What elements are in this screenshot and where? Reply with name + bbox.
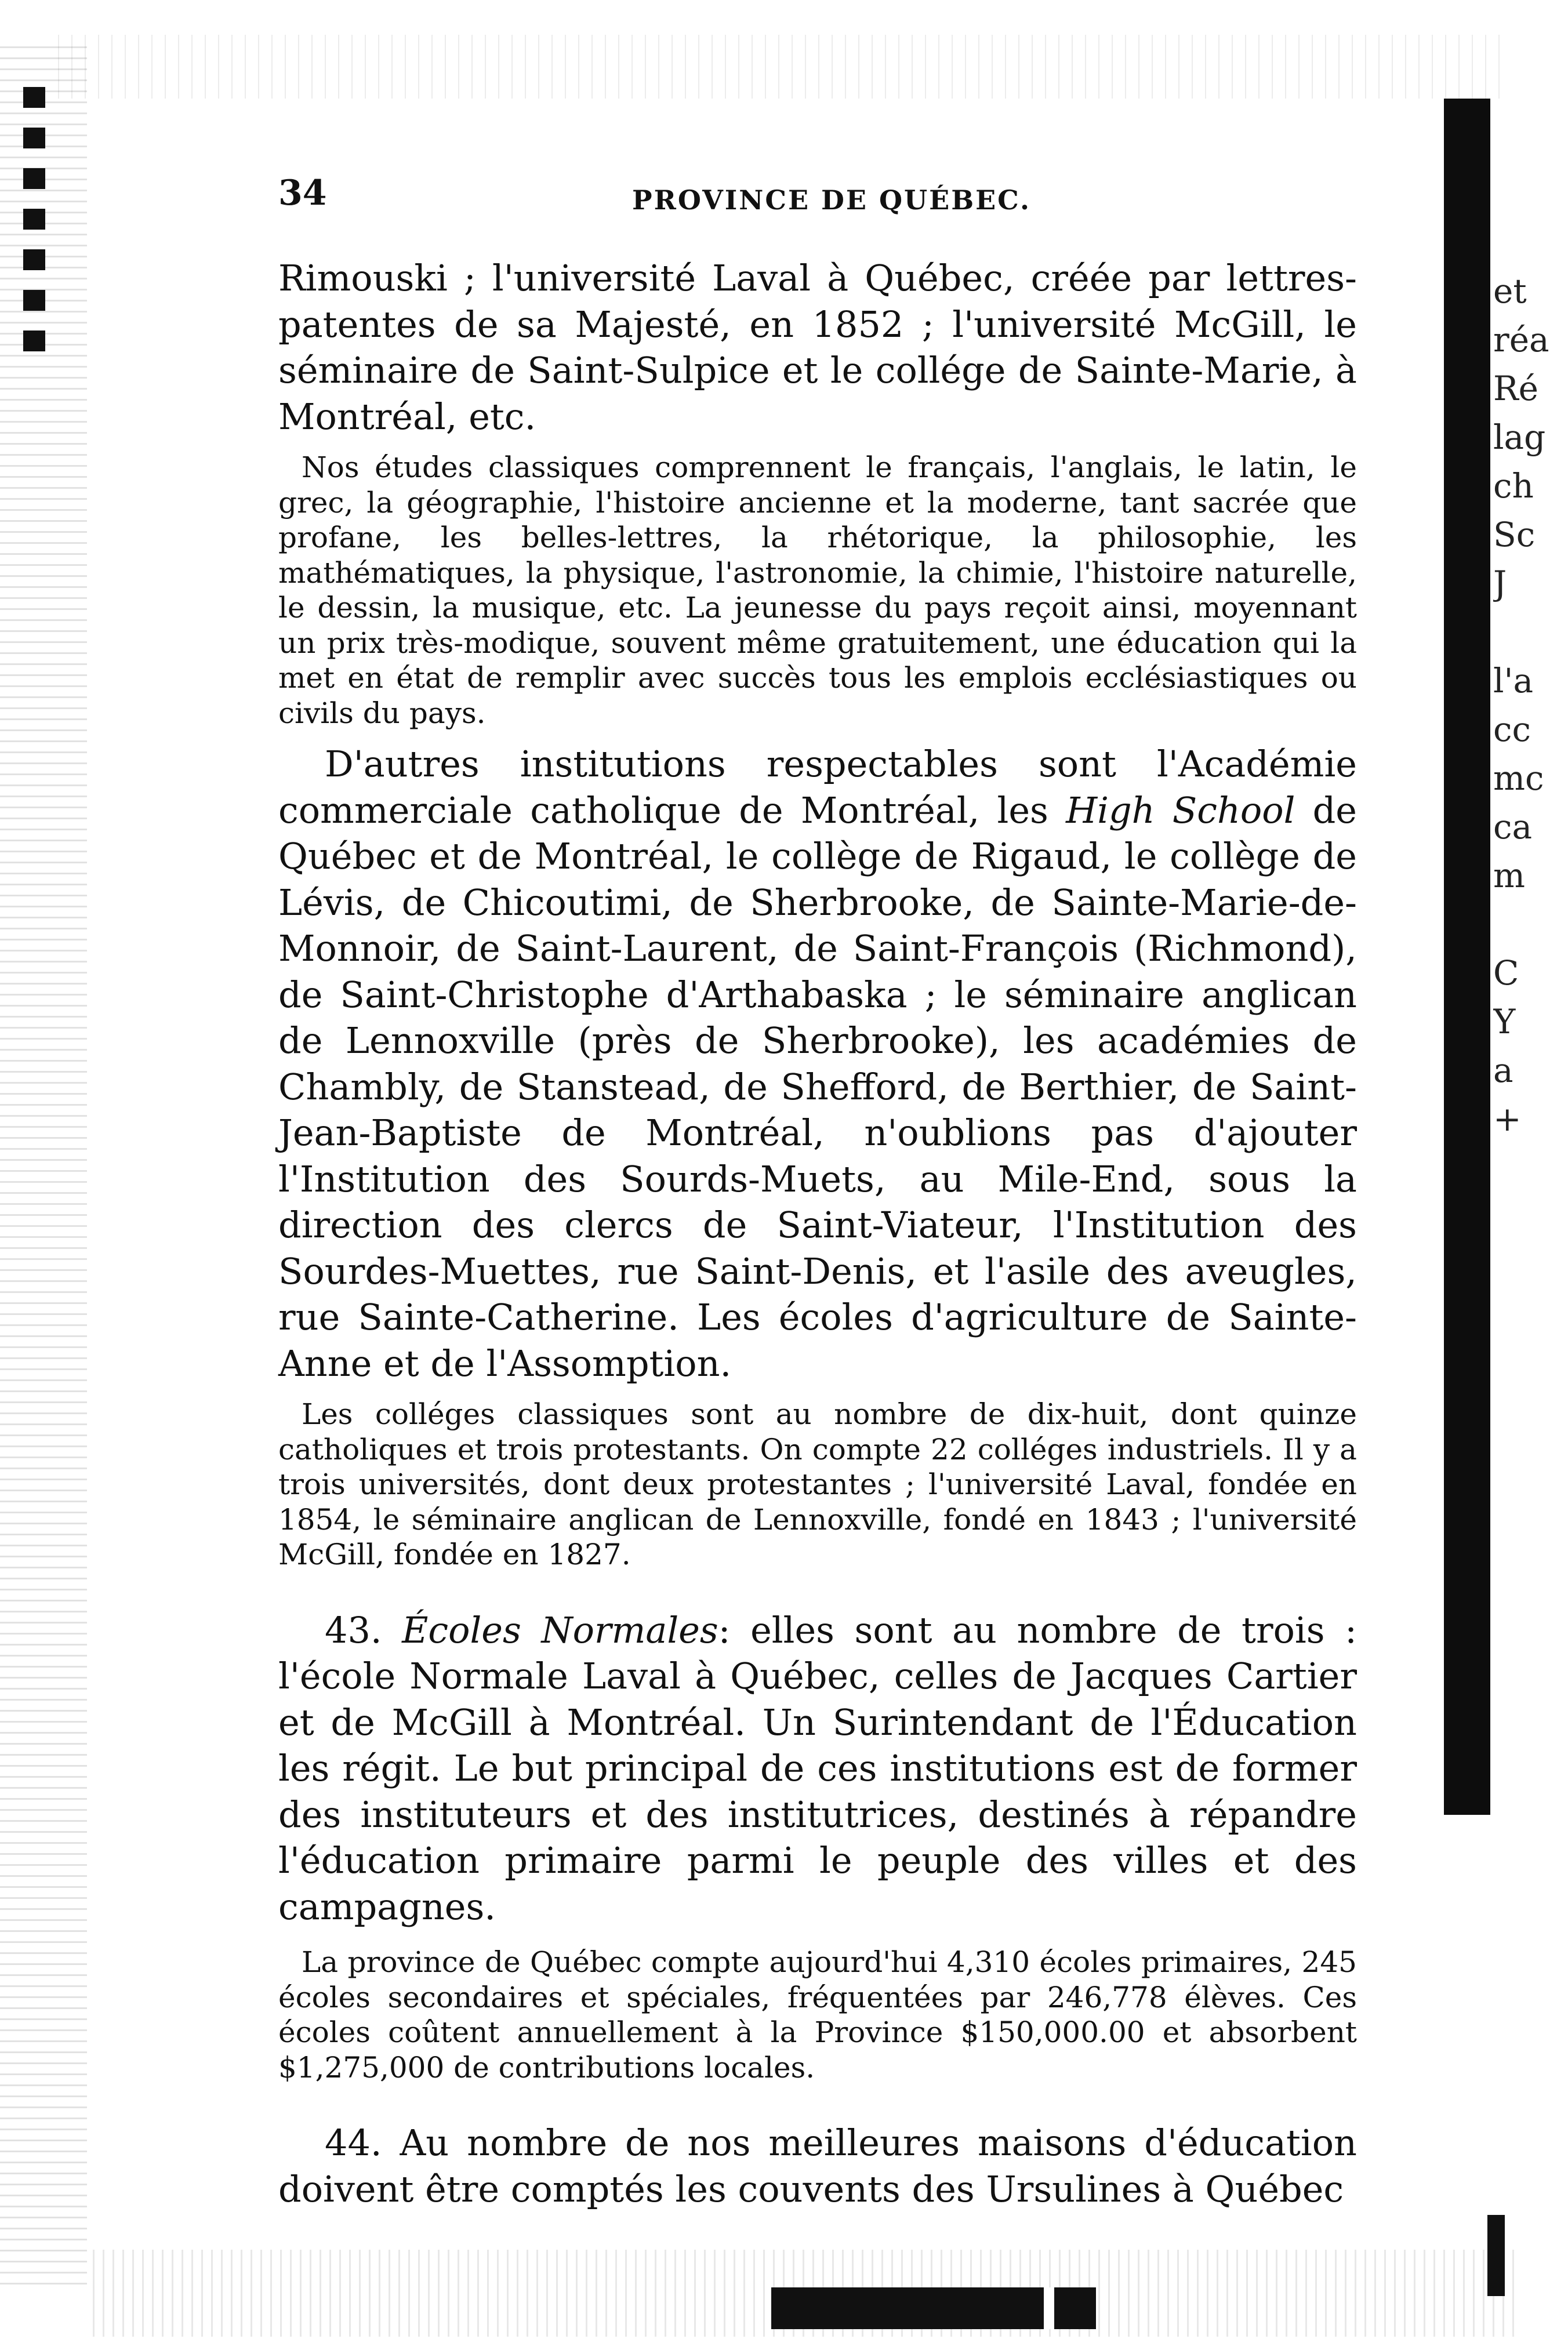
other-institutions-text-1: D'autres institutions respectables sont l'Académie commerciale catholique de Montréal, les — [278, 743, 1357, 831]
scan-noise-left — [0, 46, 87, 2284]
adjacent-page-edge — [1444, 99, 1490, 1815]
page-number: 34 — [278, 173, 327, 213]
scan-bottom-bar-gap — [1044, 2287, 1054, 2329]
normal-schools-text: : elles sont au nombre de trois : l'école Normale Laval à Québec, celles de Jacques Cartier et de McGill à Montréal. Un Surintendant de l'Éducation les régit. Le but principal de ces institutions est de former des instituteurs et des institutrices, destinés à répandre l'éducation primaire parmi le peuple des villes et des campagnes. — [278, 1608, 1357, 1928]
paragraph-convents — [278, 2120, 1357, 2212]
other-institutions-text-2: de Québec et de Montréal, le collège de Rigaud, le collège de Lévis, de Chicoutimi, de Sherbrooke, de Sainte-Marie-de-Monnoir, de Saint-Laurent, de Saint-François (Richmond), de Saint-Christophe d'Arthabaska ; le séminaire anglican de Lennoxville (près de Sherbrooke), les académies de Chambly, de Stanstead, de Shefford, de Berthier, de Saint-Jean-Baptiste de Montréal, n'oublions pas d'ajouter l'Institution des Sourds-Muets, au Mile-End, sous la direction des clercs de Saint-Viateur, l'Institution des Sourdes-Muettes, rue Saint-Denis, et l'asile des aveugles, rue Sainte-Catherine. Les écoles d'agriculture de Sainte-Anne et de l'Assomption. — [278, 789, 1357, 1385]
section-number-44: 44. — [325, 2122, 382, 2164]
paragraph-college-counts: Les colléges classiques sont au nombre de dix-huit, dont quinze catholiques et trois protestants. On compte 22 colléges industriels. Il y a trois universités, dont deux protestantes ; l'université Laval, fondée en 1854, le séminaire anglican de Lennoxville, fondé en 1843 ; l'université McGill, fondée en 1827. — [278, 1397, 1357, 1571]
page-body — [278, 255, 1357, 2212]
section-number-43: 43. — [325, 1608, 382, 1651]
scan-noise-top — [58, 35, 1508, 99]
convents-text: Au nombre de nos meilleures maisons d'éducation doivent être comptés les couvents des Ursulines à Québec — [278, 2122, 1357, 2210]
paragraph-other-institutions — [278, 741, 1357, 1386]
high-school-italic: High School — [1066, 789, 1295, 831]
adjacent-page-edge-bottom — [1487, 2215, 1505, 2296]
section-title-normal-schools: Écoles Normales — [402, 1608, 718, 1651]
paragraph-normal-schools — [278, 1607, 1357, 1930]
paragraph-classical-studies: Nos études classiques comprennent le français, l'anglais, le latin, le grec, la géographie, l'histoire ancienne et la moderne, tant sacrée que profane, les belles-lettres, la rhétorique, la philosophie, les mathématiques, la physique, l'astronomie, la chimie, l'histoire naturelle, le dessin, la musique, etc. La jeunesse du pays reçoit ainsi, moyennant un prix très-modique, souvent même gratuitement, une éducation qui la met en état de remplir avec succès tous les emplois ecclésiastiques ou civils du pays. — [278, 451, 1357, 730]
paragraph-universities: Rimouski ; l'université Laval à Québec, créée par lettres-patentes de sa Majesté, en 1852 ; l'université McGill, le séminaire de Saint-Sulpice et le collége de Sainte-Marie, à Montréal, etc. — [278, 257, 1357, 438]
running-head-title: PROVINCE DE QUÉBEC. — [632, 184, 1031, 216]
adjacent-page-text-fragment: et réa Ré lag ch Sc J l'a cc mc ca m C Y a + — [1493, 271, 1549, 1139]
paragraph-school-statistics: La province de Québec compte aujourd'hui 4,310 écoles primaires, 245 écoles secondaires et spéciales, fréquentées par 246,778 élèves. Ces écoles coûtent annuellement à la Province $150,000.00 et absorbent $1,275,000 de contributions locales. — [278, 1945, 1357, 2084]
scan-binding-marks — [23, 87, 45, 365]
